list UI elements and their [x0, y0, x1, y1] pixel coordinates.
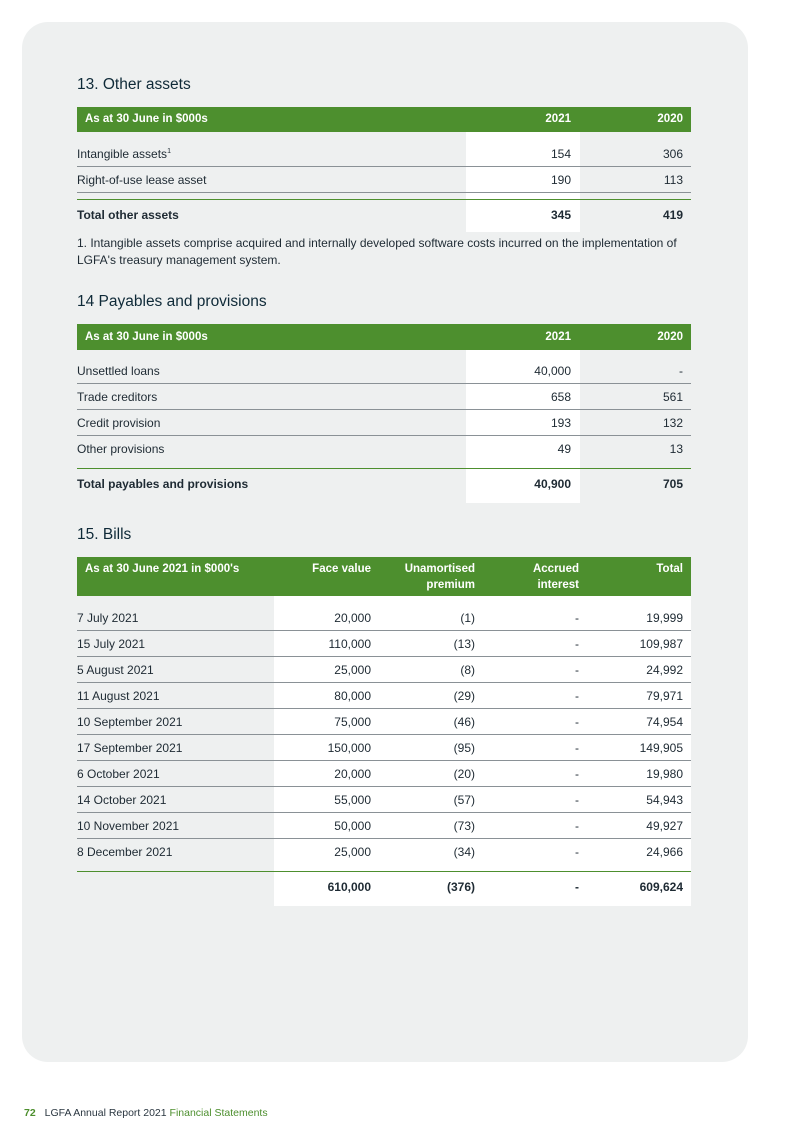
table-row: [77, 630, 691, 657]
header-total: Total: [656, 563, 683, 575]
bill-date: 7 July 2021: [77, 611, 139, 625]
accrued-interest: -: [575, 819, 579, 833]
face-value: 75,000: [334, 715, 371, 729]
header-accrued-line2: interest: [537, 579, 579, 591]
total-label: Total other assets: [77, 208, 179, 222]
section-15-title: 15. Bills: [77, 526, 132, 543]
table-row: [77, 838, 691, 864]
bill-total: 109,987: [639, 637, 683, 651]
total-amount: 609,624: [639, 880, 683, 894]
page-footer: [24, 1107, 268, 1119]
payables-table-header: [77, 324, 691, 350]
accrued-interest: -: [575, 689, 579, 703]
unamortised-premium: (29): [453, 689, 475, 703]
value-2021: 658: [550, 390, 571, 404]
bills-table-header: [77, 557, 691, 596]
total-premium: (376): [446, 880, 475, 894]
bill-total: 49,927: [646, 819, 683, 833]
table-row: [77, 760, 691, 787]
row-label: Trade creditors: [77, 390, 158, 404]
face-value: 50,000: [334, 819, 371, 833]
table-row: [77, 812, 691, 839]
accrued-interest: -: [575, 663, 579, 677]
value-2020: 306: [662, 147, 683, 161]
value-2021: 190: [550, 173, 571, 187]
table-row: [77, 140, 691, 167]
header-premium-line1: Unamortised: [404, 563, 475, 575]
row-label: Intangible assets: [77, 147, 168, 161]
bill-date: 8 December 2021: [77, 845, 173, 859]
value-2021: 49: [557, 442, 571, 456]
header-label: As at 30 June in $000s: [85, 331, 208, 343]
face-value: 110,000: [328, 637, 371, 651]
value-2020: 132: [662, 416, 683, 430]
total-face-value: 610,000: [327, 880, 371, 894]
table-row: [77, 656, 691, 683]
accrued-interest: -: [575, 611, 579, 625]
bill-total: 24,966: [646, 845, 683, 859]
bill-total: 24,992: [646, 663, 683, 677]
unamortised-premium: (20): [453, 767, 475, 781]
bill-date: 5 August 2021: [77, 663, 154, 677]
unamortised-premium: (13): [453, 637, 475, 651]
header-premium-line2: premium: [426, 579, 475, 591]
value-2021: 40,000: [534, 364, 571, 378]
total-row: [77, 468, 691, 501]
table-row: [77, 435, 691, 461]
accrued-interest: -: [575, 637, 579, 651]
value-2020: 113: [663, 173, 683, 187]
table-row: [77, 604, 691, 631]
page-number: 72: [24, 1107, 36, 1119]
face-value: 20,000: [334, 767, 371, 781]
bill-total: 54,943: [646, 793, 683, 807]
total-2020: 705: [662, 477, 683, 491]
total-label: Total payables and provisions: [77, 477, 249, 491]
row-label: Right-of-use lease asset: [77, 173, 207, 187]
total-2021: 345: [550, 208, 571, 222]
total-row: [77, 199, 691, 232]
header-2021: 2021: [545, 331, 571, 343]
bill-date: 10 November 2021: [77, 819, 180, 833]
section-13-title: 13. Other assets: [77, 76, 191, 93]
value-2020: 13: [669, 442, 683, 456]
accrued-interest: -: [575, 715, 579, 729]
face-value: 55,000: [334, 793, 371, 807]
value-2021: 193: [550, 416, 571, 430]
bill-total: 19,999: [646, 611, 683, 625]
unamortised-premium: (1): [460, 611, 475, 625]
bills-total-row: [77, 871, 691, 906]
row-label: Unsettled loans: [77, 364, 160, 378]
table-row: [77, 166, 691, 193]
table-row: [77, 383, 691, 410]
bill-total: 149,905: [639, 741, 683, 755]
row-label: Other provisions: [77, 442, 165, 456]
accrued-interest: -: [575, 845, 579, 859]
table-row: [77, 409, 691, 436]
table-row: [77, 786, 691, 813]
face-value: 25,000: [334, 663, 371, 677]
face-value: 25,000: [334, 845, 371, 859]
total-2020: 419: [662, 208, 683, 222]
value-2020: 561: [662, 390, 683, 404]
table-row: [77, 734, 691, 761]
unamortised-premium: (8): [460, 663, 475, 677]
table-row: [77, 682, 691, 709]
header-face-value: Face value: [312, 563, 371, 575]
unamortised-premium: (34): [453, 845, 475, 859]
bill-date: 15 July 2021: [77, 637, 146, 651]
accrued-interest: -: [575, 741, 579, 755]
section-name: Financial Statements: [169, 1107, 268, 1119]
report-name: LGFA Annual Report 2021: [44, 1107, 167, 1119]
footnote: 1. Intangible assets comprise acquired and internally developed software costs incurred on the implementation of LGFA's treasury management system.: [77, 236, 677, 267]
total-accrued: -: [575, 880, 579, 894]
accrued-interest: -: [575, 767, 579, 781]
value-2020: -: [679, 364, 683, 378]
bill-total: 74,954: [646, 715, 683, 729]
unamortised-premium: (57): [453, 793, 475, 807]
footnote-marker: 1: [167, 148, 171, 155]
unamortised-premium: (46): [453, 715, 475, 729]
table-row: [77, 708, 691, 735]
face-value: 150,000: [327, 741, 371, 755]
table-row: [77, 357, 691, 384]
face-value: 20,000: [334, 611, 371, 625]
unamortised-premium: (95): [453, 741, 475, 755]
bill-date: 10 September 2021: [77, 715, 183, 729]
unamortised-premium: (73): [453, 819, 475, 833]
other-assets-table-header: [77, 107, 691, 132]
total-2021: 40,900: [534, 477, 571, 491]
header-2021: 2021: [545, 113, 571, 125]
accrued-interest: -: [575, 793, 579, 807]
bill-date: 11 August 2021: [77, 689, 160, 703]
header-label: As at 30 June 2021 in $000's: [85, 563, 240, 575]
header-label: As at 30 June in $000s: [85, 113, 208, 125]
bill-date: 14 October 2021: [77, 793, 167, 807]
bill-total: 79,971: [646, 689, 683, 703]
bill-date: 6 October 2021: [77, 767, 160, 781]
bill-date: 17 September 2021: [77, 741, 183, 755]
row-label: Credit provision: [77, 416, 161, 430]
section-14-title: 14 Payables and provisions: [77, 293, 267, 310]
value-2021: 154: [550, 147, 571, 161]
face-value: 80,000: [334, 689, 371, 703]
header-accrued-line1: Accrued: [532, 563, 579, 575]
header-2020: 2020: [657, 331, 683, 343]
header-2020: 2020: [657, 113, 683, 125]
bill-total: 19,980: [646, 767, 683, 781]
